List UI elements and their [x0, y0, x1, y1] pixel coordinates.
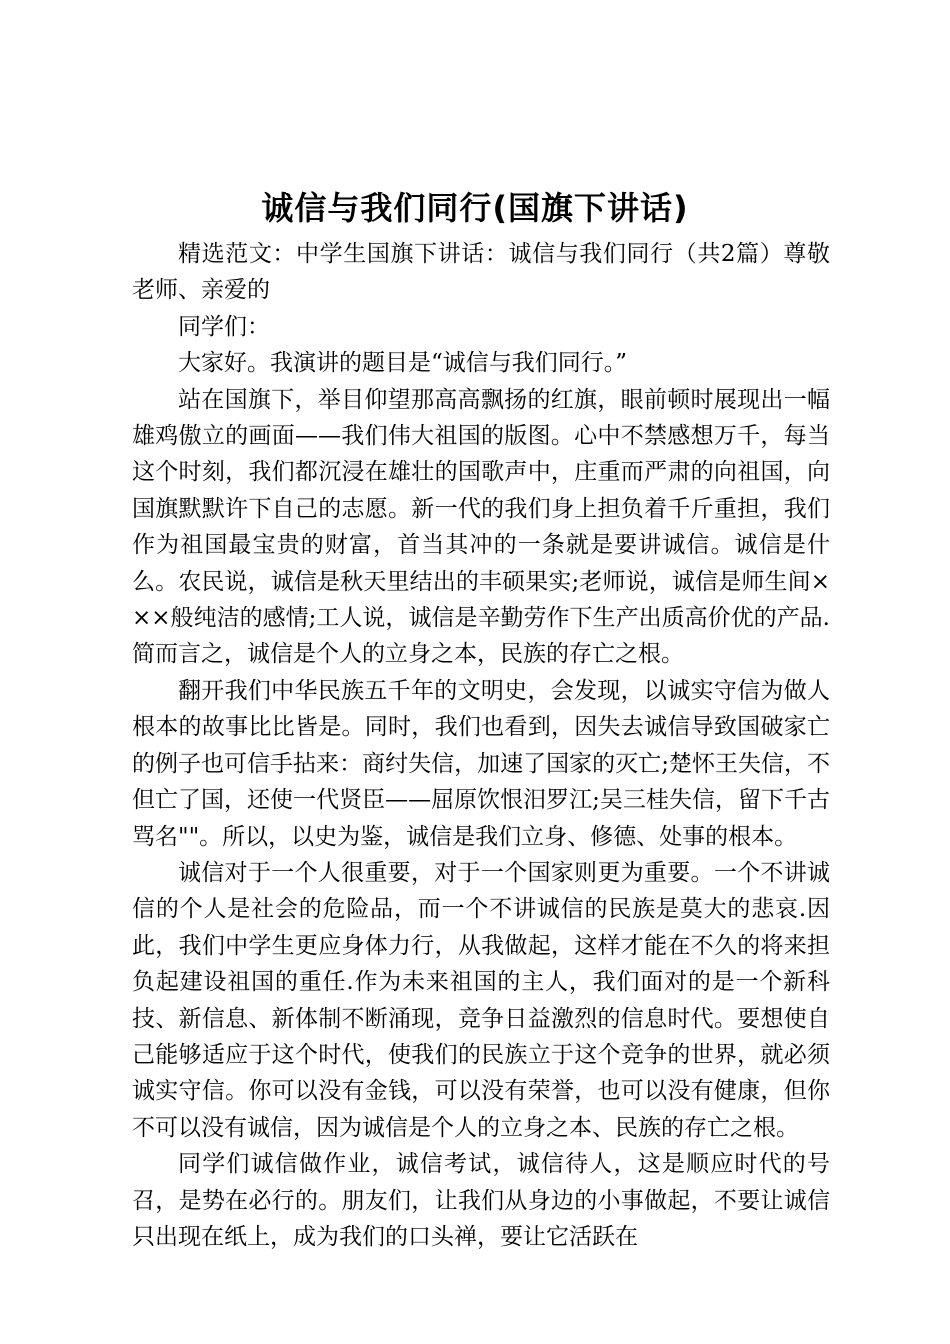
document-body [132, 236, 830, 1255]
paragraph-topic: 大家好。我演讲的题目是“诚信与我们同行。” [178, 350, 628, 377]
paragraph-body: 翻开我们中华民族五千年的文明史，会发现，以诚实守信为做人根本的故事比比皆是。同时，我们也看到，因失去诚信导致国破家亡的例子也可信手拈来：商纣失信，加速了国家的灭亡;楚怀王失信，不但亡了国，还使一代贤臣——屈原饮恨汨罗江;吴三桂失信，留下千古骂名""。所以，以史为鉴，诚信是我们立身、修德、处事的根本。 [132, 677, 830, 850]
paragraph-body: 站在国旗下，举目仰望那高高飘扬的红旗，眼前顿时展现出一幅雄鸡傲立的画面——我们伟大祖国的版图。心中不禁感想万千，每当这个时刻，我们都沉浸在雄壮的国歌声中，庄重而严肃的向祖国，向国旗默默许下自己的志愿。新一代的我们身上担负着千斤重担，我们作为祖国最宝贵的财富，首当其冲的一条就是要讲诚信。诚信是什么。农民说，诚信是秋天里结出的丰硕果实;老师说，诚信是师生间×××般纯洁的感情;工人说，诚信是辛勤劳作下生产出质高价优的产品.简而言之，诚信是个人的立身之本，民族的存亡之根。 [132, 386, 830, 668]
paragraph-intro: 精选范文：中学生国旗下讲话：诚信与我们同行（共2篇）尊敬老师、亲爱的 [132, 241, 830, 304]
document-title: 诚信与我们同行(国旗下讲话) [261, 189, 689, 227]
paragraph-body: 同学们诚信做作业，诚信考试，诚信待人，这是顺应时代的号召，是势在必行的。朋友们，让我们从身边的小事做起，不要让诚信只出现在纸上，成为我们的口头禅，要让它活跃在 [132, 1151, 830, 1250]
paragraph-greeting: 同学们： [178, 313, 270, 340]
paragraph-body: 诚信对于一个人很重要，对于一个国家则更为重要。一个不讲诚信的个人是社会的危险品，而一个不讲诚信的民族是莫大的悲哀.因此，我们中学生更应身体力行，从我做起，这样才能在不久的将来担负起建设祖国的重任.作为未来祖国的主人，我们面对的是一个新科技、新信息、新体制不断涌现，竞争日益激烈的信息时代。要想使自己能够适应于这个时代，使我们的民族立于这个竞争的世界，就必须诚实守信。你可以没有金钱，可以没有荣誉，也可以没有健康，但你不可以没有诚信，因为诚信是个人的立身之本、民族的存亡之根。 [132, 859, 830, 1141]
